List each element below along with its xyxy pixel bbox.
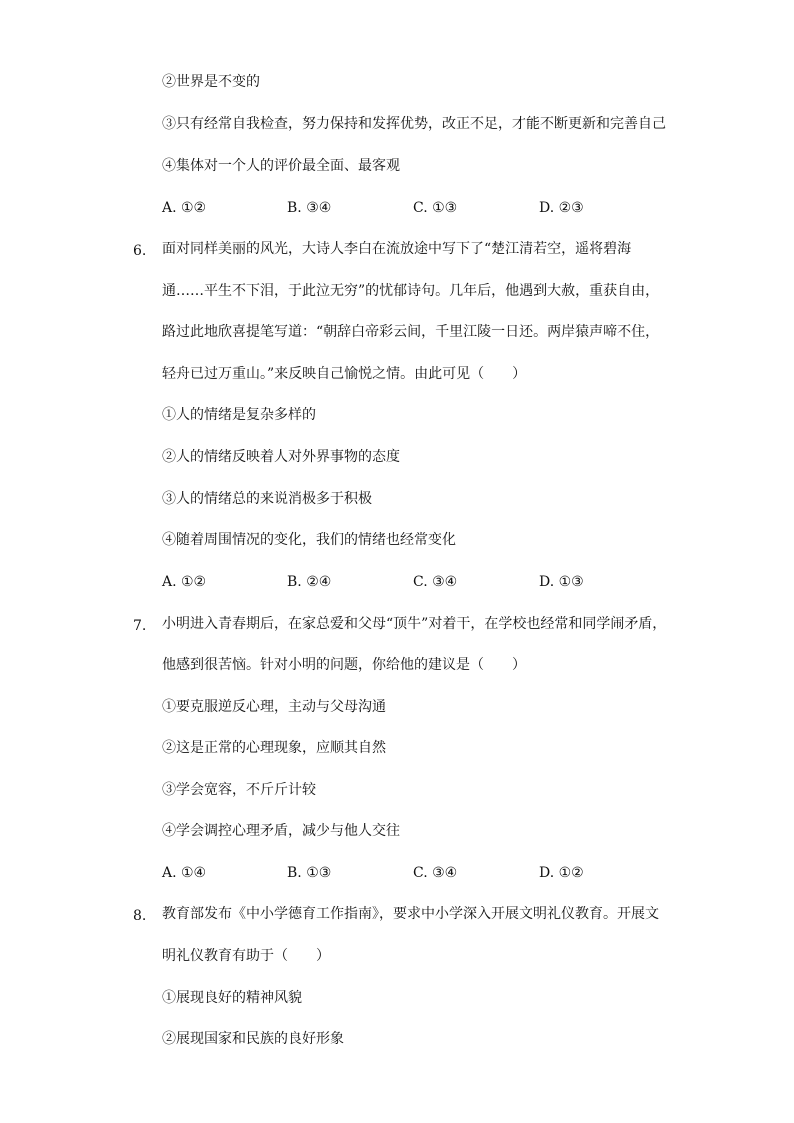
q6-stem-line-2: 通……平生不下泪，于此泣无穷”的忧郁诗句。几年后，他遇到大赦，重获自由， — [162, 283, 660, 299]
q7-option-2: ②这是正常的心理现象，应顺其自然 — [162, 740, 386, 756]
q6-choice-d: D. ①③ — [539, 574, 584, 590]
q6-option-3: ③人的情绪总的来说消极多于积极 — [162, 491, 372, 507]
q5-option-2: ②世界是不变的 — [162, 74, 260, 90]
q8-stem-line-1: 教育部发布《中小学德育工作指南》，要求中小学深入开展文明礼仪教育。开展文 — [162, 906, 659, 922]
q5-choice-a: A. ①② — [162, 200, 207, 216]
q7-option-1: ①要克服逆反心理，主动与父母沟通 — [162, 699, 386, 715]
q7-stem-line-2: 他感到很苦恼。针对小明的问题，你给他的建议是（ ） — [162, 657, 526, 673]
q8-number: 8. — [133, 908, 147, 924]
q7-choice-d: D. ①② — [539, 865, 584, 881]
q6-number: 6. — [133, 243, 147, 259]
q5-choices — [162, 198, 682, 218]
q5-option-3: ③只有经常自我检查，努力保持和发挥优势，改正不足，才能不断更新和完善自己 — [162, 116, 666, 132]
q5-option-4: ④集体对一个人的评价最全面、最客观 — [162, 158, 400, 174]
q8-stem-line-2: 明礼仪教育有助于（ ） — [162, 948, 330, 964]
q6-choice-a: A. ①② — [162, 574, 207, 590]
q7-option-3: ③学会宽容，不斤斤计较 — [162, 782, 316, 798]
q6-stem-line-3: 路过此地欣喜提笔写道：“朝辞白帝彩云间，千里江陵一日还。两岸猿声啼不住， — [162, 324, 660, 340]
q7-option-4: ④学会调控心理矛盾，减少与他人交往 — [162, 823, 400, 839]
q5-choice-d: D. ②③ — [539, 200, 584, 216]
q6-stem-line-1: 面对同样美丽的风光，大诗人李白在流放途中写下了“楚江清若空，遥将碧海 — [162, 241, 632, 257]
q6-stem-line-4: 轻舟已过万重山。”来反映自己愉悦之情。由此可见（ ） — [162, 366, 527, 382]
q6-option-4: ④随着周围情况的变化，我们的情绪也经常变化 — [162, 532, 456, 548]
q6-choices — [162, 572, 682, 592]
q6-option-1: ①人的情绪是复杂多样的 — [162, 407, 316, 423]
q6-choice-c: C. ③④ — [413, 574, 458, 590]
q7-choices — [162, 863, 682, 883]
q7-choice-c: C. ③④ — [413, 865, 458, 881]
q6-choice-b: B. ②④ — [287, 574, 332, 590]
q8-option-1: ①展现良好的精神风貌 — [162, 990, 302, 1006]
q5-choice-c: C. ①③ — [413, 200, 458, 216]
q5-choice-b: B. ③④ — [287, 200, 332, 216]
q8-option-2: ②展现国家和民族的良好形象 — [162, 1031, 344, 1047]
q7-number: 7. — [133, 618, 147, 634]
q7-choice-b: B. ①③ — [287, 865, 332, 881]
q7-choice-a: A. ①④ — [162, 865, 207, 881]
q7-stem-line-1: 小明进入青春期后，在家总爱和父母“顶牛”对着干，在学校也经常和同学闹矛盾， — [162, 616, 667, 632]
q6-option-2: ②人的情绪反映着人对外界事物的态度 — [162, 449, 400, 465]
